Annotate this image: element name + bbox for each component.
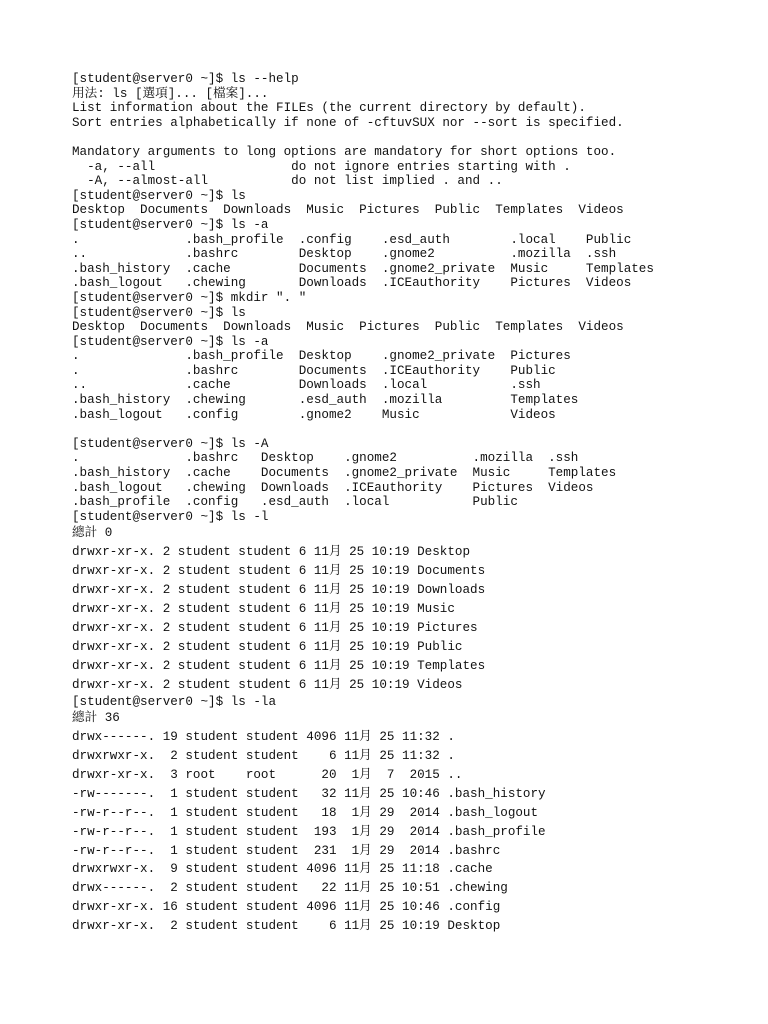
ls-la-output: 總計 36 drwx------. 19 student student 4096 11月 25 11:32 . drwxrwxr-x. 2 student student 6 11月 25 11:32 . drwxr-xr-x. 3 root root 20 1月 7 2015 .. -rw-------. 1 student student 32 11月 25 10:46 .bash_history -rw-r--r--. 1 student student 18 1月 29 2014 .bash_logout -rw-r--r--. 1 student student 193 1月 29 2014 .bash_profile -rw-r--r--. 1 student student 231 1月 29 2014 .bashrc drwxrwxr-x. 9 student student 4096 11月 25 11:18 .cache drwx------. 2 student student 22 11月 25 10:51 .chewing drwxr-xr-x. 16 student student 4096 11月 25 10:46 .config drwxr-xr-x. 2 student student 6 11月 25 10:19 Desktop [72,711,546,934]
blank-line [72,130,762,145]
ls-l-output: 總計 0 drwxr-xr-x. 2 student student 6 11月 25 10:19 Desktop drwxr-xr-x. 2 student student 6 11月 25 10:19 Documents drwxr-xr-x. 2 student student 6 11月 25 10:19 Downloads drwxr-xr-x. 2 student student 6 11月 25 10:19 Music drwxr-xr-x. 2 student student 6 11月 25 10:19 Pictures drwxr-xr-x. 2 student student 6 11月 25 10:19 Public drwxr-xr-x. 2 student student 6 11月 25 10:19 Templates drwxr-xr-x. 2 student student 6 11月 25 10:19 Videos [72,526,486,692]
ls-help-output: [student@server0 ~]$ ls --help 用法: ls [選項]... [檔案]... List information about the FILEs (the current directory by default). Sort entries alphabetically if none of -cftuvSUX nor --sort is specified. [72,72,624,130]
blank-line [72,422,762,437]
terminal-transcript [72,72,762,936]
ls-A-output: [student@server0 ~]$ ls -A . .bashrc Desktop .gnome2 .mozilla .ssh .bash_history .cache Documents .gnome2_private Music Templates .bash_logout .chewing Downloads .ICEauthority Pictures Videos .bash_profile .config .esd_auth .local Public [student@server0 ~]$ ls -l [72,436,617,524]
ls-a-output: Mandatory arguments to long options are mandatory for short options too. -a, --all do not ignore entries starting with . -A, --almost-all do not list implied . and .. [student@server0 ~]$ ls Desktop Documents Downloads Music Pictures Public Templates Videos [student@server0 ~]$ ls -a . .bash_profile .config .esd_auth .local Public .. .bashrc Desktop .gnome2 .mozilla .ssh .bash_history .cache Documents .gnome2_private Music Templates .bash_logout .chewing Downloads .ICEauthority Pictures Videos [student@server0 ~]$ mkdir ". " [student@server0 ~]$ ls Desktop Documents Downloads Music Pictures Public Templates Videos [student@server0 ~]$ ls -a . .bash_profile Desktop .gnome2_private Pictures . .bashrc Documents .ICEauthority Public .. .cache Downloads .local .ssh .bash_history .chewing .esd_auth .mozilla Templates .bash_logout .config .gnome2 Music Videos [72,144,654,422]
ls-la-prompt: [student@server0 ~]$ ls -la [72,694,277,709]
